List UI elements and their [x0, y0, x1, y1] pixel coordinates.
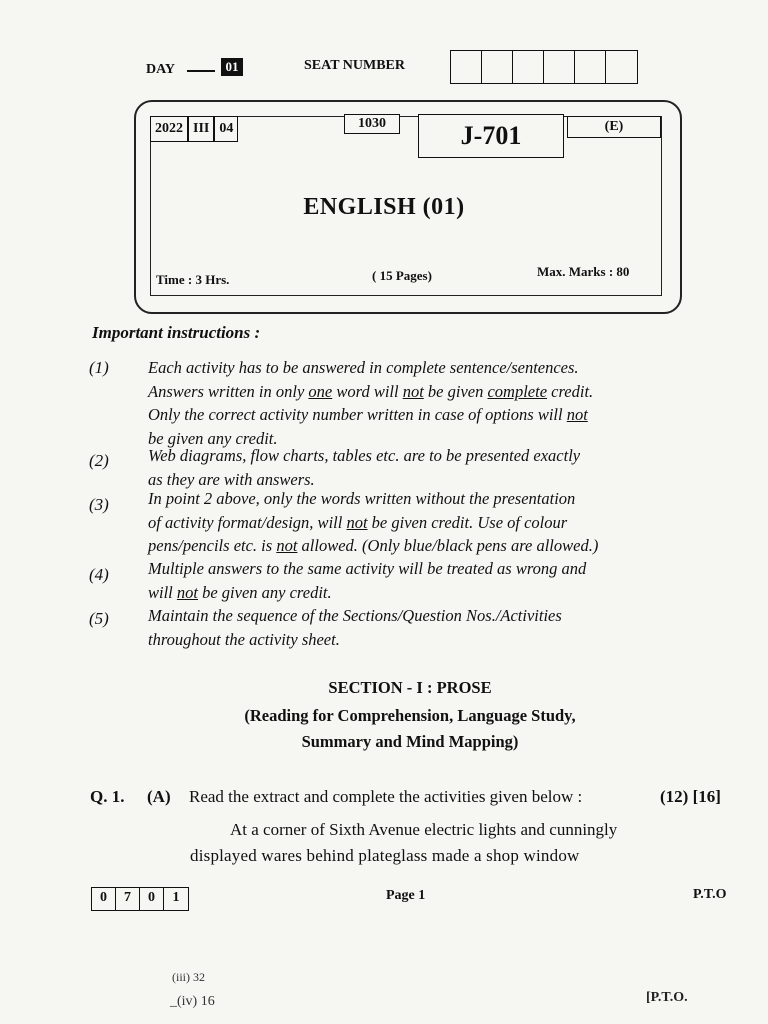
instruction-line: as they are with answers.: [148, 469, 315, 489]
instruction-line: Multiple answers to the same activity will be treated as wrong and: [148, 559, 587, 578]
footer-code-digit: 1: [172, 890, 180, 905]
instruction-item: [148, 557, 683, 604]
instruction-number: (1): [89, 358, 109, 377]
year-cell: 2022: [150, 116, 188, 142]
instruction-line: pens/pencils etc. is not allowed. (Only blue/black pens are allowed.): [148, 536, 599, 555]
max-marks: Max. Marks : 80: [537, 264, 630, 279]
instruction-item: [148, 444, 683, 491]
paper-code: J-701: [418, 114, 564, 158]
time-allowed: Time : 3 Hrs.: [156, 272, 230, 287]
medium-cell: (E): [567, 116, 661, 138]
instruction-line: Answers written in only one word will not be given complete credit.: [148, 381, 594, 401]
day-value: 01: [221, 58, 243, 76]
instructions-heading: Important instructions :: [92, 323, 261, 342]
bleed-through-text: (iii) 32: [172, 970, 205, 984]
bleed-through-text: [P.T.O.: [646, 990, 688, 1005]
section-subtitle: (Reading for Comprehension, Language Study,: [244, 706, 576, 725]
paper-code-row: [150, 116, 238, 142]
instruction-line: be given any credit.: [148, 428, 278, 448]
section-subtitle: Summary and Mind Mapping): [301, 732, 519, 751]
seat-number-cell: [606, 51, 637, 83]
instruction-item: [148, 487, 683, 558]
number-cell: 1030: [344, 114, 400, 134]
question-part: (A): [147, 787, 171, 806]
page-number: Page 1: [386, 888, 426, 903]
seat-number-label: SEAT NUMBER: [304, 58, 406, 73]
instruction-line: Only the correct activity number written in case of options will not: [148, 405, 588, 424]
seat-number-cell: [575, 51, 606, 83]
extract-line: displayed wares behind plateglass made a shop window: [190, 846, 580, 865]
footer-code-digit: 0: [140, 888, 164, 910]
code-cell: 04: [214, 116, 238, 142]
footer-code-boxes: [91, 887, 189, 911]
seat-number-cell: [513, 51, 544, 83]
seat-number-cell: [451, 51, 482, 83]
footer-code-digit: 0: [92, 888, 116, 910]
instruction-number: (2): [89, 451, 109, 470]
instruction-item: [148, 356, 683, 450]
instruction-number: (5): [89, 609, 109, 628]
question-marks: (12) [16]: [660, 787, 721, 806]
section-title: SECTION - I : PROSE: [328, 678, 492, 697]
day-dash: [187, 70, 215, 72]
question-number: Q. 1.: [90, 787, 125, 806]
day-label: DAY: [146, 62, 176, 77]
please-turn-over: P.T.O: [693, 887, 727, 902]
instruction-item: [148, 604, 683, 651]
instruction-line: of activity format/design, will not be given credit. Use of colour: [148, 512, 568, 532]
bleed-through-text: _(iv) 16: [170, 994, 215, 1009]
instruction-line: In point 2 above, only the words written without the presentation: [148, 489, 576, 508]
seat-number-cell: [482, 51, 513, 83]
footer-code-digit: 7: [116, 888, 140, 910]
month-cell: III: [188, 116, 214, 142]
instruction-number: (4): [89, 565, 109, 584]
instruction-line: throughout the activity sheet.: [148, 629, 340, 649]
instruction-line: Web diagrams, flow charts, tables etc. are to be presented exactly: [148, 446, 581, 465]
extract-line: At a corner of Sixth Avenue electric lights and cunningly: [230, 820, 618, 839]
question-text: Read the extract and complete the activities given below :: [189, 787, 583, 806]
instruction-number: (3): [89, 495, 109, 514]
seat-number-cell: [544, 51, 575, 83]
seat-number-boxes: [450, 50, 638, 84]
instruction-line: will not be given any credit.: [148, 582, 332, 602]
page-count: ( 15 Pages): [372, 268, 432, 283]
instruction-line: Each activity has to be answered in complete sentence/sentences.: [148, 358, 579, 377]
instruction-line: Maintain the sequence of the Sections/Question Nos./Activities: [148, 606, 562, 625]
subject-title: ENGLISH (01): [303, 194, 465, 220]
